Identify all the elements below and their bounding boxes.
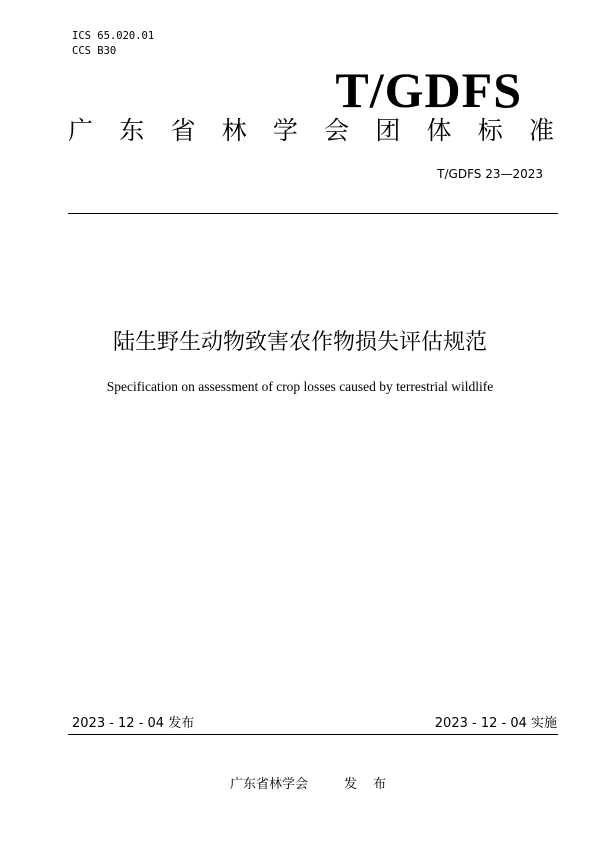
- bottom-divider: [68, 734, 558, 735]
- issue-label: 发 布: [344, 777, 393, 792]
- standard-code-heading: T/GDFS: [335, 62, 522, 118]
- implementation-date: 2023 - 12 - 04 实施: [434, 716, 557, 731]
- standard-number: T/GDFS 23—2023: [437, 167, 543, 181]
- document-title-chinese: 陆生野生动物致害农作物损失评估规范: [112, 330, 487, 355]
- ics-code: ICS 65.020.01: [72, 30, 155, 42]
- society-standard-label: 广东省林学会团体标准: [68, 116, 558, 145]
- issuing-organization: 广东省林学会: [230, 777, 309, 792]
- top-divider: [68, 213, 558, 214]
- document-title-english: Specification on assessment of crop losses caused by terrestrial wildlife: [106, 379, 494, 394]
- ccs-code: CCS B30: [72, 45, 117, 57]
- publish-date: 2023 - 12 - 04 发布: [72, 716, 195, 731]
